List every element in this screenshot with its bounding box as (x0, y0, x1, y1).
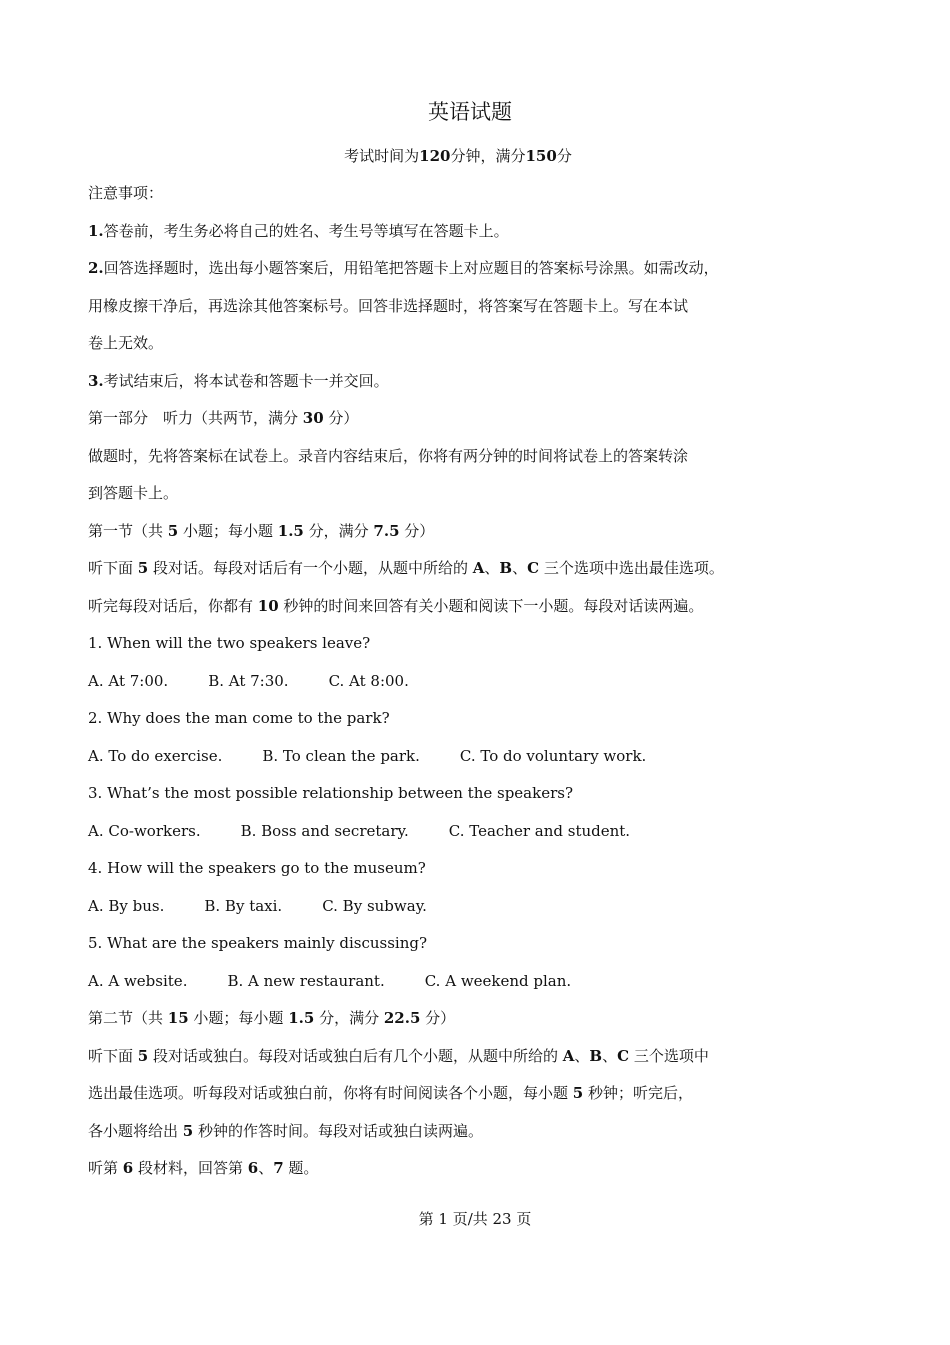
question-4: 4. How will the speakers go to the museum? (88, 859, 426, 877)
s2-instr3-a: 各小题将给出 (88, 1121, 183, 1140)
q5-option-b: B. A new restaurant. (227, 971, 385, 990)
s1-heading-b: 小题；每小题 (178, 521, 278, 540)
s2-instr4-n: 6 (122, 1159, 134, 1177)
s1-opt-c: C (527, 559, 540, 577)
q3-option-c: C. Teacher and student. (448, 821, 631, 840)
q5-option-c: C. A weekend plan. (424, 971, 572, 990)
s1-heading-a: 第一节（共 (88, 521, 168, 540)
s2-instr4-sep: 、 (258, 1159, 274, 1177)
s2-instr1-c: 三个选项中 (629, 1046, 709, 1065)
q4-option-c: C. By subway. (322, 896, 427, 915)
s2-heading-c: 分，满分 (314, 1009, 384, 1027)
note-1-number: 1. (88, 221, 104, 240)
q5-option-a: A. A website. (88, 971, 188, 990)
s2-opt-a: A (562, 1046, 575, 1065)
subtitle-prefix: 考试时间为 (344, 147, 420, 165)
section2-instruction-4 (88, 1157, 788, 1195)
s2-total: 22.5 (383, 1009, 421, 1027)
s2-sep1: 、 (574, 1046, 590, 1065)
note-1 (88, 220, 788, 258)
s1-instr1-b: 段对话。每段对话后有一个小题，从题中所给的 (148, 559, 473, 577)
subtitle-suffix: 分 (556, 147, 572, 165)
s1-sep1: 、 (484, 559, 500, 577)
s2-each: 1.5 (288, 1009, 315, 1027)
q1-option-a: A. At 7:00. (88, 671, 169, 690)
q4-option-b: B. By taxi. (204, 896, 283, 915)
s1-total: 7.5 (373, 521, 400, 540)
s1-instr2-a: 听完每段对话后，你都有 (88, 596, 258, 615)
note-2-text-1: 回答选择题时，选出每小题答案后，用铅笔把答题卡上对应题目的答案标号涂黑。如需改动， (103, 259, 719, 277)
part1-heading-end: 分） (323, 409, 359, 427)
s1-count: 5 (167, 521, 179, 540)
part1-heading-text: 第一部分 听力（共两节，满分 (88, 409, 303, 427)
page-title: 英语试题 (428, 100, 512, 124)
s1-heading-d: 分） (399, 521, 435, 540)
q2-option-c: C. To do voluntary work. (459, 746, 647, 765)
s1-instr1-a: 听下面 (88, 559, 138, 577)
part1-score: 30 (302, 409, 324, 427)
section1-instruction-1 (88, 557, 788, 595)
note-3-text: 考试结束后，将本试卷和答题卡一并交回。 (103, 371, 389, 390)
note-3-number: 3. (88, 371, 104, 390)
s2-count: 15 (167, 1009, 189, 1027)
part1-heading (88, 407, 788, 445)
q2-option-a: A. To do exercise. (88, 746, 223, 765)
s2-instr4-q: 6 (247, 1159, 259, 1177)
s2-heading-b: 小题；每小题 (188, 1009, 289, 1027)
s2-heading-d: 分） (420, 1009, 456, 1027)
note-1-text: 答卷前，考生务必将自己的姓名、考生号等填写在答题卡上。 (103, 221, 509, 240)
s1-instr1-n: 5 (137, 559, 149, 577)
section1-heading (88, 520, 788, 558)
s1-opt-b: B (499, 559, 513, 577)
question-5: 5. What are the speakers mainly discussing? (88, 934, 428, 952)
note-2-line-3: 卷上无效。 (88, 334, 164, 352)
question-2-options (88, 745, 788, 783)
s2-instr3-b: 秒钟的作答时间。每段对话或独白读两遍。 (193, 1121, 483, 1140)
s2-instr2-a: 选出最佳选项。听每段对话或独白前，你将有时间阅读各个小题，每小题 (88, 1084, 573, 1102)
s1-each: 1.5 (277, 521, 304, 540)
q3-option-b: B. Boss and secretary. (240, 821, 409, 840)
s1-instr2-b: 秒钟的时间来回答有关小题和阅读下一小题。每段对话读两遍。 (278, 596, 704, 615)
question-3: 3. What’s the most possible relationship between the speakers? (88, 784, 574, 802)
exam-time: 120 (419, 147, 451, 165)
s2-instr4-a: 听第 (88, 1159, 123, 1177)
s2-instr1-a: 听下面 (88, 1046, 138, 1065)
note-3 (88, 370, 788, 408)
notes-heading: 注意事项： (88, 184, 164, 202)
note-2-line-2: 用橡皮擦干净后，再选涂其他答案标号。回答非选择题时，将答案写在答题卡上。写在本试 (88, 296, 689, 315)
s2-instr1-b: 段对话或独白。每段对话或独白后有几个小题，从题中所给的 (148, 1046, 563, 1065)
note-2-number: 2. (88, 259, 104, 277)
part1-intro-2: 到答题卡上。 (88, 484, 179, 502)
s2-instr4-q2: 7 (273, 1159, 284, 1177)
question-3-options (88, 820, 788, 858)
s1-instr1-c: 三个选项中选出最佳选项。 (539, 559, 724, 577)
exam-score: 150 (525, 147, 557, 165)
section2-instruction-3 (88, 1120, 788, 1158)
s2-heading-a: 第二节（共 (88, 1009, 168, 1027)
s2-instr4-c: 题。 (283, 1159, 319, 1177)
s2-instr2-b: 秒钟；听完后， (583, 1084, 693, 1102)
question-2: 2. Why does the man come to the park? (88, 709, 390, 727)
s2-instr4-b: 段材料，回答第 (133, 1159, 248, 1177)
q2-option-b: B. To clean the park. (262, 746, 420, 765)
s2-opt-b: B (589, 1046, 603, 1065)
question-1-options (88, 670, 788, 708)
s1-opt-a: A (472, 559, 485, 577)
s2-opt-c: C (617, 1046, 630, 1065)
note-2-line-1 (88, 257, 788, 295)
q1-option-c: C. At 8:00. (328, 671, 409, 690)
subtitle-mid: 分钟，满分 (450, 147, 526, 165)
q4-option-a: A. By bus. (88, 896, 165, 915)
question-4-options (88, 895, 788, 933)
s2-sep2: 、 (602, 1046, 618, 1065)
s1-instr2-n: 10 (257, 596, 279, 615)
question-5-options (88, 970, 788, 1008)
exam-body (88, 182, 788, 1195)
section1-instruction-2 (88, 595, 788, 633)
q3-option-a: A. Co-workers. (88, 821, 201, 840)
part1-intro-1: 做题时，先将答案标在试卷上。录音内容结束后，你将有两分钟的时间将试卷上的答案转涂 (88, 446, 689, 465)
s1-sep2: 、 (512, 559, 528, 577)
exam-subtitle (0, 145, 916, 167)
s2-instr1-n: 5 (137, 1046, 149, 1065)
question-1: 1. When will the two speakers leave? (88, 634, 371, 652)
s2-instr2-n: 5 (572, 1084, 584, 1102)
section2-heading (88, 1007, 788, 1045)
s2-instr3-n: 5 (182, 1121, 194, 1140)
page-footer: 第 1 页/共 23 页 (418, 1210, 532, 1228)
q1-option-b: B. At 7:30. (208, 671, 289, 690)
section2-instruction-2 (88, 1082, 788, 1120)
section2-instruction-1 (88, 1045, 788, 1083)
s1-heading-c: 分，满分 (303, 521, 374, 540)
